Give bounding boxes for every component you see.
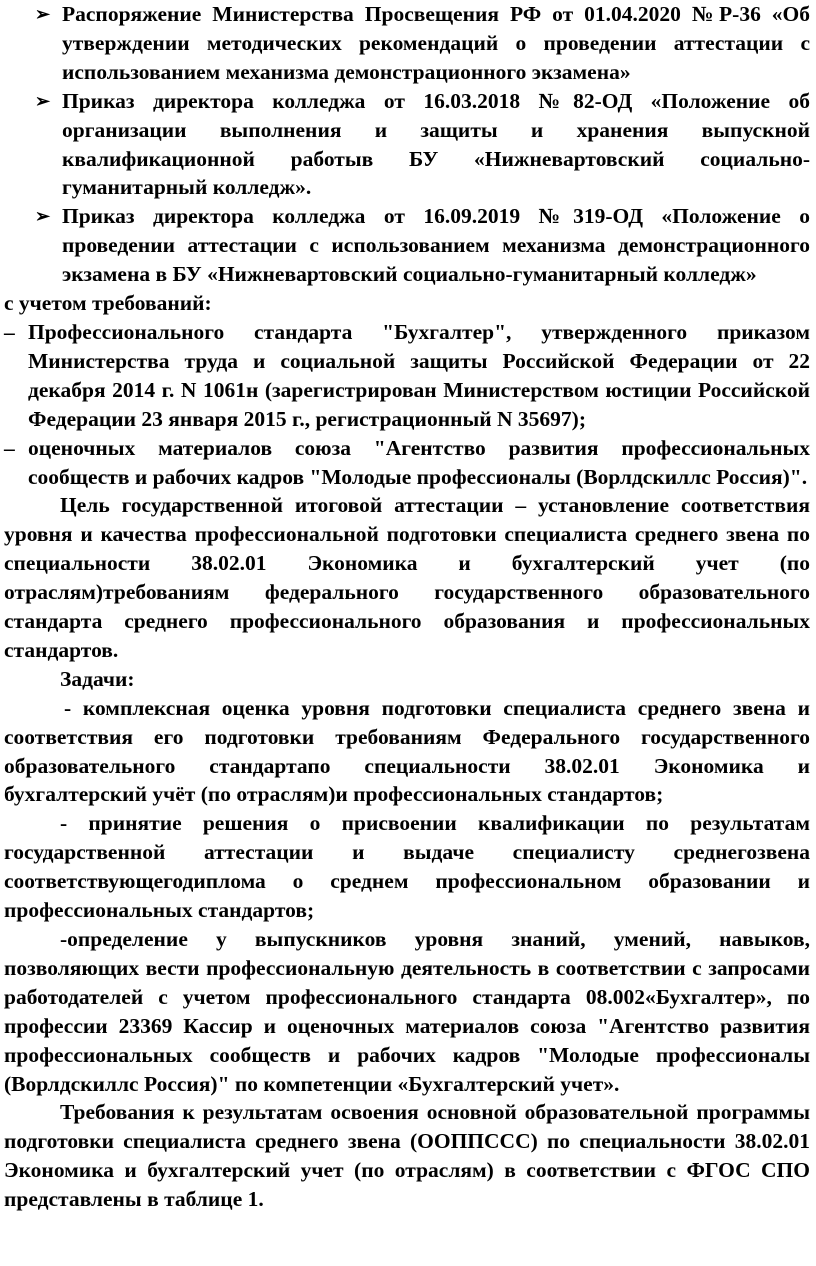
list-item-text: Распоряжение Министерства Просвещения РФ от 01.04.2020 №Р-36 «Об утверждении методических рекомендаций о проведении аттестации с использованием механизма демонстрационного экзамена» (62, 2, 810, 84)
list-item-text: оценочных материалов союза "Агентство развития профессиональных сообществ и рабочих кадров "Молодые профессионалы (Ворлдскиллс Россия)". (28, 435, 810, 489)
list-item (4, 434, 810, 492)
requirements-list (4, 318, 810, 491)
list-item (4, 202, 810, 289)
tasks-heading: Задачи: (60, 666, 135, 691)
task-paragraph: - комплексная оценка уровня подготовки специалиста среднего звена и соответствия его подготовки требованиям Федерального государственного образовательного стандартапо специальности 38.02.01 Экономика и бухгалтерский учёт (по отраслям)и профессиональных стандартов; (4, 695, 810, 807)
task-paragraph: -определение у выпускников уровня знаний, умений, навыков, позволяющих вести профессиональную деятельность в соответствии с запросами работодателей с учетом профессионального стандарта 08.002«Бухгалтер», по профессии 23369 Кассир и оценочных материалов союза "Агентство развития профессиональных сообществ и рабочих кадров "Молодые профессионалы (Ворлдскиллс Россия)" по компетенции «Бухгалтерский учет». (4, 927, 810, 1096)
arrow-bullet-icon: ➢ (35, 206, 51, 227)
list-item (4, 318, 810, 434)
list-item-text: Профессионального стандарта "Бухгалтер", утвержденного приказом Министерства труда и социальной защиты Российской Федерации от 22 декабря 2014 г. N 1061н (зарегистрирован Министерством юстиции Российской Федерации 23 января 2015 г., регистрационный N 35697); (28, 319, 810, 431)
requirements-intro: с учетом требований: (4, 291, 212, 316)
list-item (4, 0, 810, 87)
goal-paragraph: Цель государственной итоговой аттестации – установление соответствия уровня и качества профессиональной подготовки специалиста среднего звена по специальности 38.02.01 Экономика и бухгалтерский учет (по отраслям)требованиям федерального государственного образовательного стандарта среднего профессионального образования и профессиональных стандартов. (4, 493, 810, 662)
regulations-list (4, 0, 810, 289)
dash-bullet: – (4, 435, 15, 460)
list-item-text: Приказ директора колледжа от 16.09.2019 №319-ОД «Положение о проведении аттестации с использованием механизма демонстрационного экзамена в БУ «Нижневартовский социально-гуманитарный колледж» (62, 204, 810, 287)
task-paragraph: - принятие решения о присвоении квалификации по результатам государственной аттестации и выдаче специалисту среднегозвена соответствующегодиплома о среднем профессиональном образовании и профессиональных стандартов; (4, 811, 810, 923)
arrow-bullet-icon: ➢ (35, 4, 51, 24)
list-item (4, 87, 810, 203)
arrow-bullet-icon: ➢ (35, 90, 51, 111)
requirements-paragraph: Требования к результатам освоения основной образовательной программы подготовки специалиста среднего звена (ООППССС) по специальности 38.02.01 Экономика и бухгалтерский учет (по отраслям) в соответствии с ФГОС СПО представлены в таблице 1. (4, 1100, 810, 1212)
dash-bullet: – (4, 319, 15, 344)
list-item-text: Приказ директора колледжа от 16.03.2018 №82-ОД «Положение об организации выполнения и защиты и хранения выпускной квалификационной работыв БУ «Нижневартовский социально-гуманитарный колледж». (62, 88, 810, 200)
